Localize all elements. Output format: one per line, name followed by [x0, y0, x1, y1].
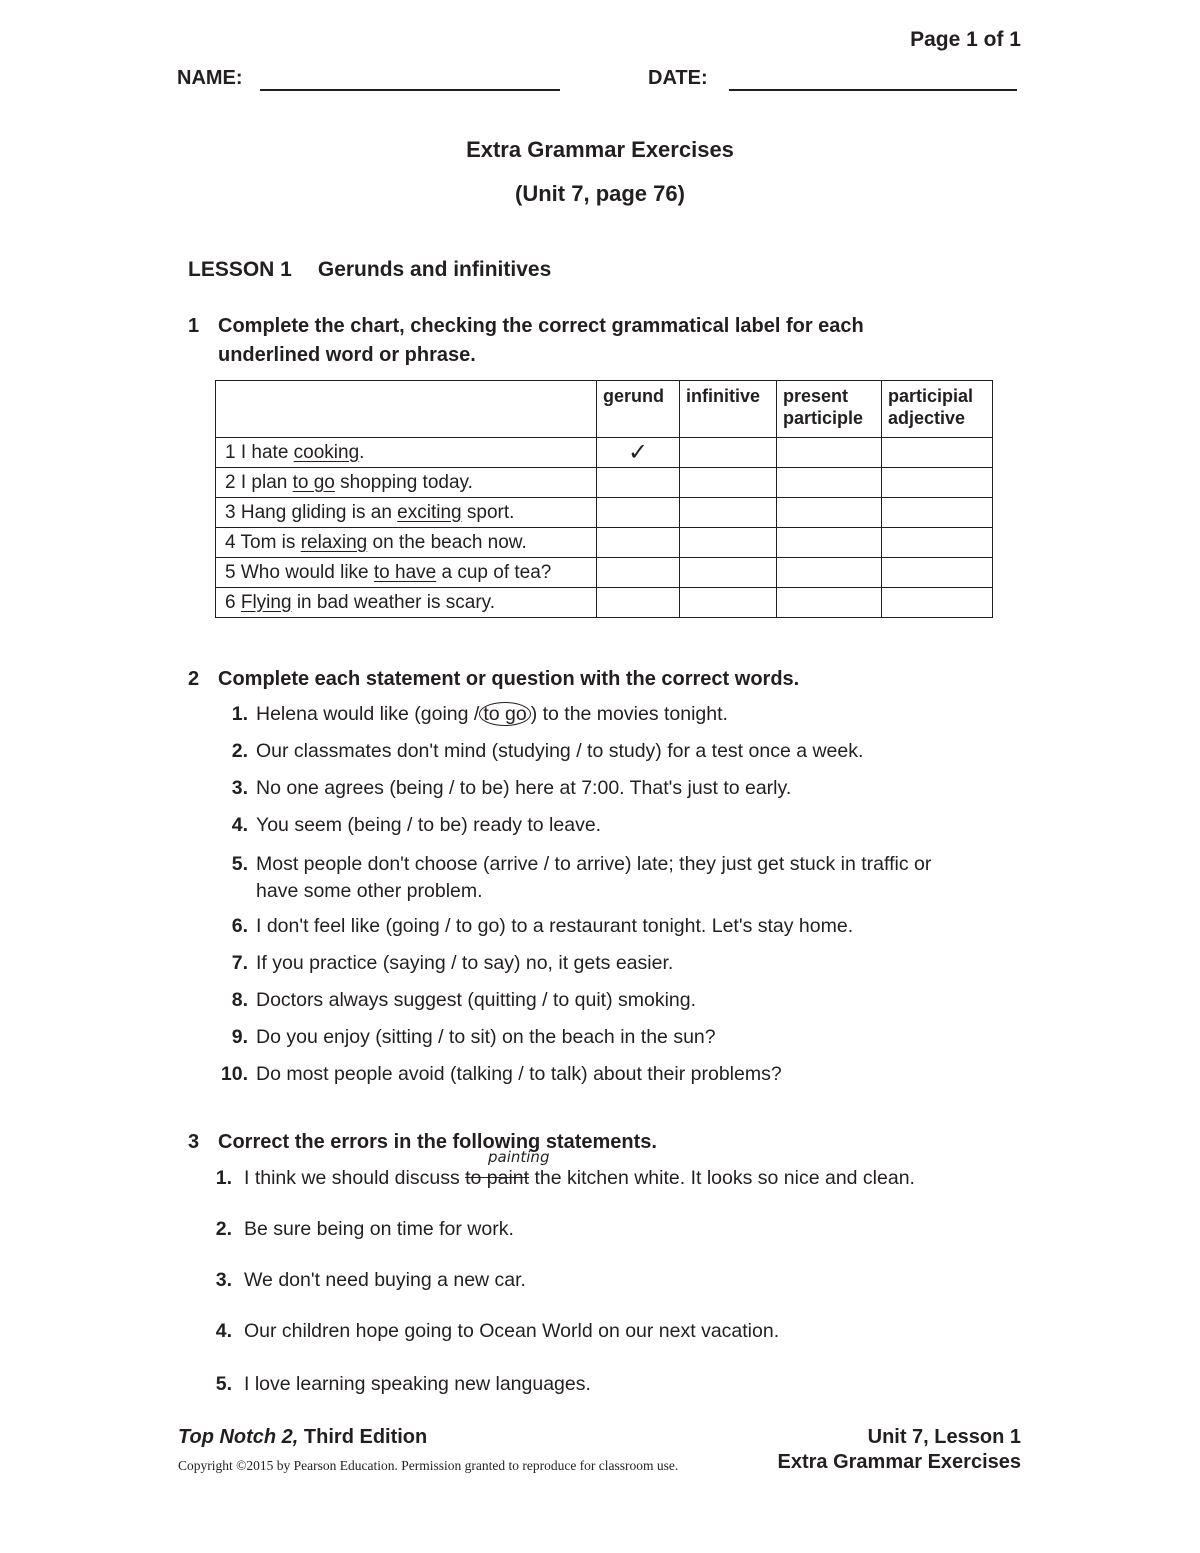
list-item: 9. Do you enjoy (sitting / to sit) on the beach in the sun?: [231, 1026, 716, 1048]
copyright-notice: Copyright ©2015 by Pearson Education. Permission granted to reproduce for classroom use.: [178, 1458, 679, 1473]
footer-section: Extra Grammar Exercises: [777, 1451, 1021, 1473]
date-field-line: [729, 89, 1017, 91]
list-item: 10. Do most people avoid (talking / to talk) about their problems?: [220, 1063, 782, 1085]
chart-header-row: [216, 381, 993, 438]
list-item: 2. Our classmates don't mind (studying / to study) for a test once a week.: [231, 740, 864, 762]
sentence-cell: 1 I hate cooking.: [216, 438, 597, 468]
name-label: NAME:: [177, 67, 243, 89]
list-item: 5. I love learning speaking new languages.: [215, 1373, 591, 1395]
instruction-text: Complete each statement or question with the correct words.: [218, 668, 800, 690]
list-item: 3. We don't need buying a new car.: [215, 1269, 526, 1291]
page-number: Page 1 of 1: [910, 28, 1021, 51]
instruction-text: Correct the errors in the following statements.: [218, 1131, 657, 1153]
gerund-checkbox-cell[interactable]: [597, 528, 680, 558]
circled-answer[interactable]: to go: [479, 702, 530, 726]
participial-adjective-checkbox-cell[interactable]: [882, 498, 993, 528]
footer-book-title: Top Notch 2, Third Edition: [178, 1426, 428, 1448]
participial-adjective-checkbox-cell[interactable]: [882, 528, 993, 558]
exercise-2-list: [214, 703, 931, 1100]
infinitive-checkbox-cell[interactable]: [680, 558, 777, 588]
list-item: 1. Helena would like (going / to go ) to the movies tonight.: [231, 703, 728, 725]
gerund-checkbox-cell[interactable]: [597, 498, 680, 528]
exercise-number: 1: [188, 315, 200, 337]
list-item: 2. Be sure being on time for work.: [215, 1218, 514, 1240]
lesson-topic: Gerunds and infinitives: [317, 258, 552, 281]
gerund-checkbox-cell[interactable]: [597, 588, 680, 618]
exercise-3-instruction: [188, 1128, 657, 1157]
sentence-cell: 4 Tom is relaxing on the beach now.: [216, 528, 597, 558]
chart-row: [216, 588, 993, 618]
date-label: DATE:: [648, 67, 708, 89]
exercise-1-instruction: [188, 312, 864, 370]
chart-header-blank: [216, 381, 597, 438]
instruction-text: underlined word or phrase.: [218, 344, 476, 366]
list-item: 4. Our children hope going to Ocean World on our next vacation.: [215, 1320, 780, 1342]
participial-adjective-checkbox-cell[interactable]: [882, 588, 993, 618]
list-item: 8. Doctors always suggest (quitting / to quit) smoking.: [231, 989, 697, 1011]
chart-row: [216, 438, 993, 468]
present-participle-checkbox-cell[interactable]: [777, 498, 882, 528]
name-field-line: [260, 89, 560, 91]
instruction-text: Complete the chart, checking the correct grammatical label for each: [218, 315, 864, 337]
gerund-checkbox-cell[interactable]: [597, 438, 680, 468]
column-header: infinitive: [680, 381, 777, 438]
participial-adjective-checkbox-cell[interactable]: [882, 468, 993, 498]
chart-row: [216, 468, 993, 498]
infinitive-checkbox-cell[interactable]: [680, 588, 777, 618]
chart-row: [216, 558, 993, 588]
column-header: present participle: [777, 381, 882, 438]
participial-adjective-checkbox-cell[interactable]: [882, 438, 993, 468]
list-item: 5. Most people don't choose (arrive / to arrive) late; they just get stuck in traffic or have some other problem.: [231, 853, 932, 902]
handwritten-correction: painting: [488, 1148, 550, 1166]
participial-adjective-checkbox-cell[interactable]: [882, 558, 993, 588]
present-participle-checkbox-cell[interactable]: [777, 558, 882, 588]
exercise-3-list: [200, 1167, 915, 1424]
list-item: 1. I think we should discuss to paint the kitchen white. It looks so nice and clean.: [215, 1167, 915, 1189]
sentence-cell: 2 I plan to go shopping today.: [216, 468, 597, 498]
footer-unit: Unit 7, Lesson 1: [867, 1426, 1021, 1448]
sentence-cell: 6 Flying in bad weather is scary.: [216, 588, 597, 618]
column-header: gerund: [597, 381, 680, 438]
list-item: 6. I don't feel like (going / to go) to a restaurant tonight. Let's stay home.: [231, 915, 854, 937]
exercise-number: 2: [188, 668, 200, 690]
present-participle-checkbox-cell[interactable]: [777, 468, 882, 498]
present-participle-checkbox-cell[interactable]: [777, 588, 882, 618]
infinitive-checkbox-cell[interactable]: [680, 468, 777, 498]
present-participle-checkbox-cell[interactable]: [777, 438, 882, 468]
gerund-checkbox-cell[interactable]: [597, 468, 680, 498]
lesson-heading: [188, 258, 551, 282]
page-title: Extra Grammar Exercises: [466, 137, 734, 162]
checkmark-icon: ✓: [627, 439, 649, 466]
column-header: participial adjective: [882, 381, 993, 438]
infinitive-checkbox-cell[interactable]: [680, 498, 777, 528]
gerund-checkbox-cell[interactable]: [597, 558, 680, 588]
exercise-number: 3: [188, 1131, 200, 1153]
exercise-2-instruction: [188, 665, 799, 694]
sentence-cell: 5 Who would like to have a cup of tea?: [216, 558, 597, 588]
infinitive-checkbox-cell[interactable]: [680, 438, 777, 468]
list-item: 3. No one agrees (being / to be) here at 7:00. That's just to early.: [231, 777, 792, 799]
lesson-label: LESSON 1: [188, 258, 292, 281]
list-item: 7. If you practice (saying / to say) no, it gets easier.: [231, 952, 674, 974]
infinitive-checkbox-cell[interactable]: [680, 528, 777, 558]
list-item: 4. You seem (being / to be) ready to leave.: [231, 814, 602, 836]
present-participle-checkbox-cell[interactable]: [777, 528, 882, 558]
page-subtitle: (Unit 7, page 76): [515, 181, 685, 206]
grammar-chart: [215, 380, 993, 618]
sentence-cell: 3 Hang gliding is an exciting sport.: [216, 498, 597, 528]
struck-text: to paint: [465, 1167, 530, 1189]
chart-row: [216, 528, 993, 558]
chart-row: [216, 498, 993, 528]
